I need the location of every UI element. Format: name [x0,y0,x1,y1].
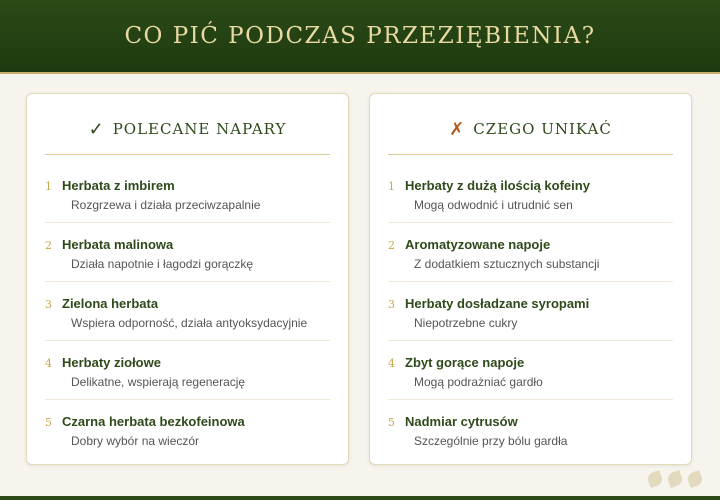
item-name: Herbaty ziołowe [62,355,161,370]
avoid-title-text: CZEGO UNIKAĆ [473,120,612,138]
list-item [388,282,673,341]
avoid-panel [369,93,692,465]
item-name: Zbyt gorące napoje [405,355,525,370]
item-description: Szczególnie przy bólu gardła [414,434,568,448]
item-number: 3 [45,298,52,311]
item-number: 4 [45,357,52,370]
item-name: Aromatyzowane napoje [405,237,551,252]
item-number: 1 [388,180,395,193]
item-number: 3 [388,298,395,311]
item-number: 5 [45,416,52,429]
item-description: Niepotrzebne cukry [414,316,518,330]
leaf-icon [646,470,664,488]
list-item [45,400,330,458]
list-item [388,400,673,458]
item-number: 1 [45,180,52,193]
item-description: Rozgrzewa i działa przeciwzapalnie [71,198,261,212]
item-description: Dobry wybór na wieczór [71,434,200,448]
item-description: Działa napotnie i łagodzi gorączkę [71,257,254,271]
item-name: Herbata malinowa [62,237,174,252]
leaf-icon [686,470,704,488]
item-number: 2 [45,239,52,252]
item-description: Wspiera odporność, działa antyoksydacyjnie [71,316,308,330]
leaf-icon [666,470,684,488]
item-name: Zielona herbata [62,296,159,311]
recommended-list [45,164,330,458]
item-name: Herbaty z dużą ilością kofeiny [405,178,590,193]
recommended-title-text: POLECANE NAPARY [112,120,287,138]
item-number: 5 [388,416,395,429]
item-name: Czarna herbata bezkofeinowa [62,414,245,429]
item-name: Herbaty dosładzane syropami [405,296,590,311]
item-name: Herbata z imbirem [62,178,175,193]
item-number: 4 [388,357,395,370]
footer-divider [0,496,720,500]
list-item [45,282,330,341]
list-item [388,223,673,282]
list-item [45,223,330,282]
list-item [45,341,330,400]
recommended-panel-title [45,94,330,155]
avoid-panel-title [388,94,673,155]
item-description: Delikatne, wspierają regenerację [71,375,246,389]
list-item [388,164,673,223]
item-description: Z dodatkiem sztucznych substancji [414,257,600,271]
page-title: CO PIĆ PODCZAS PRZEZIĘBIENIA? [124,23,596,49]
checkmark-icon: ✓ [88,118,105,140]
avoid-list [388,164,673,458]
header-banner [0,0,720,74]
leaf-decoration [648,472,702,486]
item-description: Mogą odwodnić i utrudnić sen [414,198,573,212]
item-description: Mogą podrażniać gardło [414,375,543,389]
list-item [45,164,330,223]
item-name: Nadmiar cytrusów [405,414,518,429]
list-item [388,341,673,400]
cross-icon: ✗ [449,118,466,140]
recommended-panel [26,93,349,465]
item-number: 2 [388,239,395,252]
